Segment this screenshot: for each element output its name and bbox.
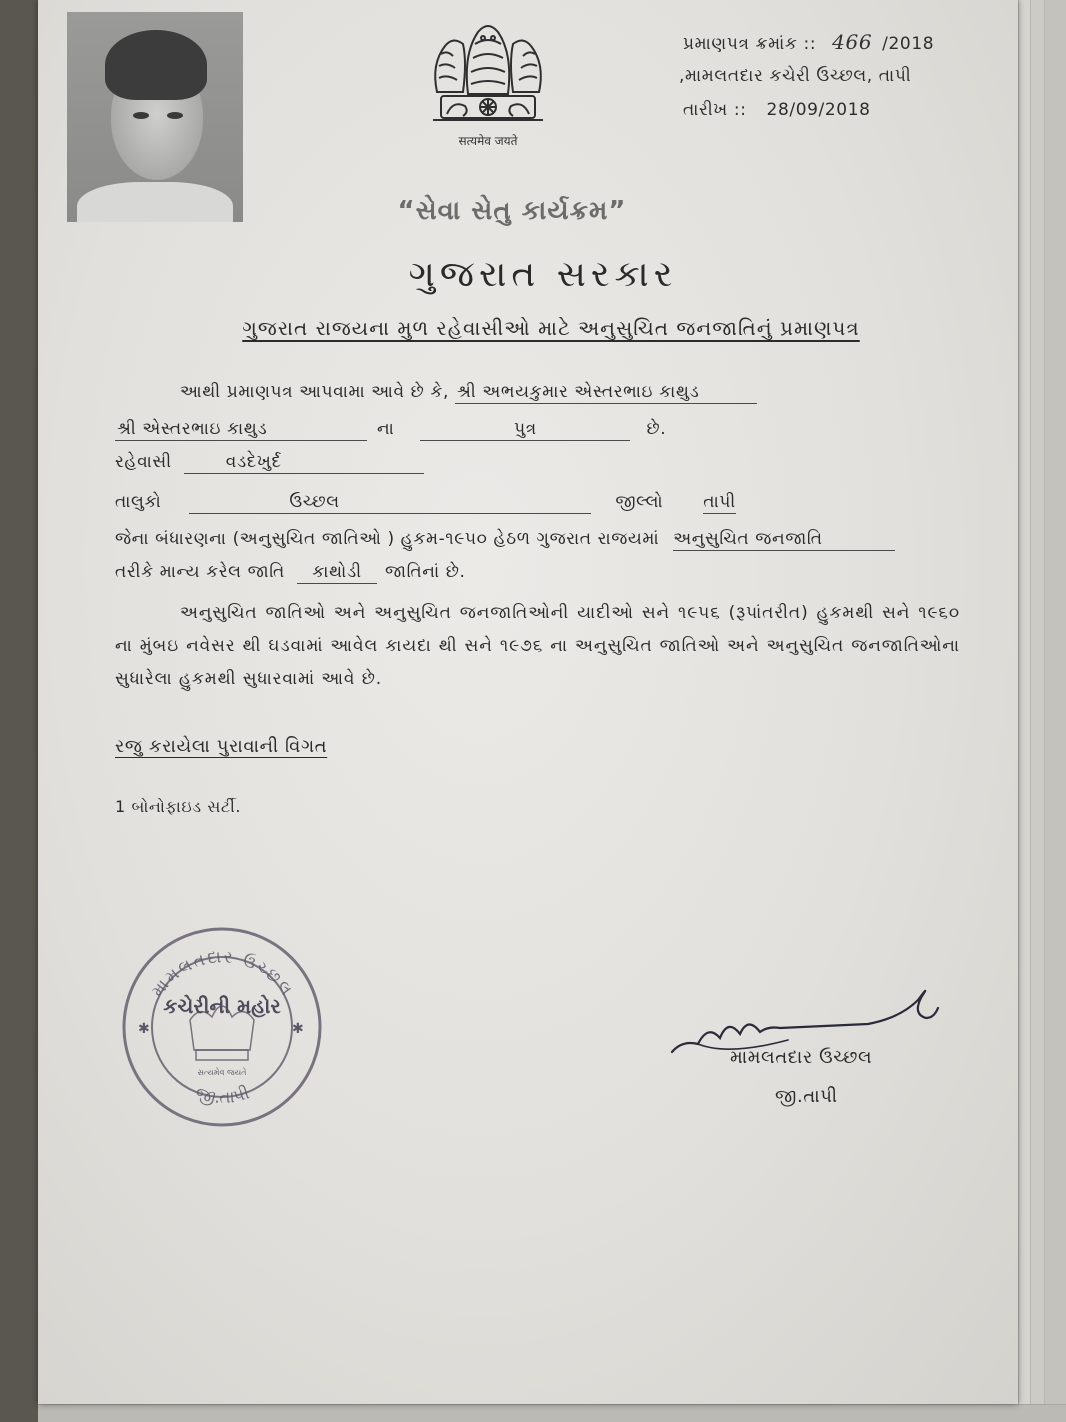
issue-date-label: તારીખ :: <box>683 100 747 120</box>
applicant-photo <box>67 12 243 222</box>
intro-text: આથી પ્રમાણપત્ર આપવામા આવે છે કે, <box>180 382 449 402</box>
certificate-number-row <box>683 30 934 54</box>
evidence-item: 1 બોનોફાઇડ સર્ટી. <box>115 797 242 816</box>
issue-date-value: 28/09/2018 <box>766 100 871 120</box>
seal-motto: સત્યમેવ જયતે <box>197 1068 247 1077</box>
order-text: જેના બંધારણના (અનુસુચિત જાતિઓ ) હુકમ-૧૯૫૦ હેઠળ ગુજરાત રાજયમાં <box>115 529 660 549</box>
office-seal-icon <box>120 925 325 1130</box>
taluka-label: તાલુકો <box>115 492 162 512</box>
photo-shirt <box>77 182 233 222</box>
photo-eye <box>133 112 149 119</box>
intro-line <box>180 380 757 404</box>
parent-line <box>115 417 666 441</box>
order-line <box>115 527 895 551</box>
issue-date-row <box>683 100 871 120</box>
category-value: અનુસુચિત જનજાતિ <box>673 528 895 551</box>
caste-value: કાથોડી <box>297 561 377 584</box>
father-name: શ્રી એસ્તરભાઇ કાથુડ <box>115 418 367 441</box>
district-value: તાપી <box>703 492 736 512</box>
amendment-paragraph: અનુસુચિત જાતિઓ અને અનુસુચિત જનજાતિઓની યાદીઓ સને ૧૯૫૬ (રૂપાંતરીત) હુકમથી સને ૧૯૬૦ ના મુંબઇ નવેસર થી ઘડવામાં આવેલ કાયદા થી સને ૧૯૭૬ ના અનુસુચિત જાતિઓ અને અનુસુચિત જનજાતિઓના સુધારેલા હુકમથી સુધારવામાં આવે છે. <box>115 603 960 689</box>
program-name: “સેવા સેતુ કાર્યક્રમ” <box>397 196 627 226</box>
ashoka-emblem-icon <box>423 14 553 142</box>
caste-suffix: જાતિનાં છે. <box>384 562 466 582</box>
government-title: ગુજરાત સરકાર <box>408 254 678 295</box>
resident-label: રહેવાસી <box>115 452 172 472</box>
signatory-title: મામલતદાર ઉચ્છલ <box>730 1047 873 1068</box>
is-label: છે. <box>646 419 667 439</box>
seal-ring-text: મામલતદાર ઉચ્છલ <box>147 947 298 1001</box>
svg-text:મામલતદાર ઉચ્છલ <box>148 947 298 1001</box>
photo-hair <box>105 30 207 100</box>
relation: પુત્ર <box>420 418 630 441</box>
page-edge <box>1044 0 1066 1421</box>
applicant-name: શ્રી અભયકુમાર એસ્તરભાઇ કાથુડ <box>455 381 757 404</box>
certificate-title: ગુજરાત રાજયના મુળ રહેવાસીઓ માટે અનુસુચિત જનજાતિનું પ્રમાણપત્ર <box>242 316 860 340</box>
district-label: જીલ્લો <box>615 492 664 512</box>
seal-star-icon: ✱ <box>292 1021 304 1037</box>
issuing-office: ,મામલતદાર કચેરી ઉચ્છલ, તાપી <box>679 66 912 86</box>
evidence-heading: રજુ કરાયેલા પુરાવાની વિગત <box>115 736 328 757</box>
certificate-number-year: /2018 <box>882 34 935 54</box>
taluka-district-line <box>115 490 736 514</box>
signatory-district: જી.તાપી <box>775 1086 838 1107</box>
recognized-label: તરીકે માન્ય કરેલ જાતિ <box>115 562 285 582</box>
svg-text:જી.તાપી <box>193 1083 252 1108</box>
certificate-number-value: 466 <box>832 30 873 54</box>
resident-line <box>115 450 424 474</box>
caste-line <box>115 560 465 584</box>
of-label: ના <box>377 419 395 439</box>
certificate-number-label: પ્રમાણપત્ર ક્રમાંક :: <box>683 34 817 54</box>
seal-star-icon: ✱ <box>138 1021 150 1037</box>
seal-bottom-text: જી.તાપી <box>193 1083 252 1109</box>
page-bottom-edge <box>38 1404 1066 1422</box>
taluka-value: ઉચ્છલ <box>189 491 591 514</box>
photo-eye <box>167 112 183 119</box>
emblem-motto: सत्यमेव जयते <box>458 134 518 148</box>
seal-center-text: કચેરીની મહોર <box>163 994 281 1018</box>
resident-value: વડદેખુર્દ <box>184 451 424 474</box>
